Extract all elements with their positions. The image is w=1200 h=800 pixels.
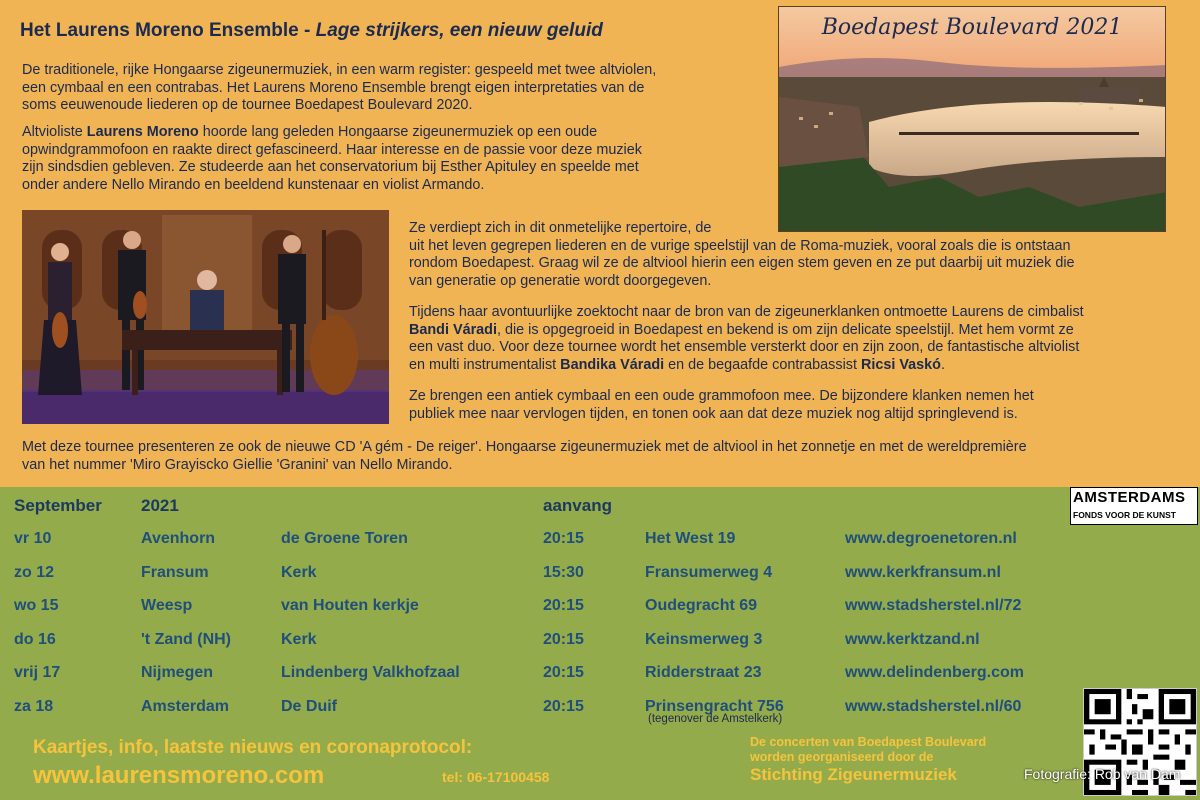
schedule-venue: Lindenberg Valkhofzaal <box>281 664 460 681</box>
schedule-url[interactable]: www.stadsherstel.nl/60 <box>845 697 1022 715</box>
antique-line: Ze brengen een antiek cymbaal en een oude grammofoon mee. De bijzondere klanken nemen het <box>409 388 1034 404</box>
ensemble-photo <box>22 210 389 424</box>
address-note: (tegenover de Amstelkerk) <box>648 713 783 725</box>
photo-caption: Boedapest Boulevard 2021 <box>821 15 1123 40</box>
bio-line: zijn sindsdien gebleven. Ze studeerde aan het conservatorium bij Esther Apituley en speelde met <box>22 159 639 176</box>
schedule-venue: de Groene Toren <box>281 530 408 547</box>
bio-text: hoorde lang geleden Hongaarse zigeunermuziek op een oude <box>198 124 598 140</box>
search-line: een vast duo. Voor deze tournee wordt het ensemble versterkt door en zijn zoon, de fantastische altviolist <box>409 339 1080 356</box>
search-text: en multi instrumentalist <box>409 356 561 373</box>
schedule-address: Ridderstraat 23 <box>645 664 762 681</box>
schedule-venue: Kerk <box>281 630 317 648</box>
schedule-address: Fransumerweg 4 <box>645 563 773 581</box>
bio-name: Laurens Moreno <box>86 124 199 140</box>
search-text: en de begaafde contrabassist <box>664 356 861 373</box>
organizer-note <box>750 735 986 765</box>
bio-text: Altvioliste <box>22 124 87 140</box>
intro-paragraph <box>22 62 762 115</box>
repertoire-line: van generatie op generatie wordt doorgegeven. <box>409 272 712 289</box>
schedule-day: vr 10 <box>14 530 52 547</box>
schedule-time: 20:15 <box>543 664 584 681</box>
cd-line: van het nummer 'Miro Grayiscko Giellie 'Granini' van Nello Mirando. <box>22 456 453 473</box>
repertoire-line: uit het leven gegrepen liederen en de vurige speelstijl van de Roma-muziek, vooral zoals die is ontstaan <box>409 237 1071 254</box>
page-title <box>20 20 603 42</box>
tickets-info: Kaartjes, info, laatste nieuws en coronaprotocol: <box>33 737 473 758</box>
schedule-address: Het West 19 <box>645 530 736 547</box>
schedule-city: Avenhorn <box>141 530 216 547</box>
schedule-day: wo 15 <box>14 597 59 614</box>
schedule-day: zo 12 <box>14 563 55 581</box>
repertoire-line: Ze verdiept zich in dit onmetelijke repertoire, de <box>409 220 712 236</box>
organizer-line: worden georganiseerd door de <box>750 750 934 764</box>
intro-line: een cymbaal en een contrabas. Het Laurens Moreno Ensemble brengt eigen interpretaties van de <box>22 79 645 96</box>
schedule-address: Prinsengracht 756 <box>645 697 784 715</box>
bio-line <box>22 124 762 142</box>
search-line <box>409 357 1199 375</box>
schedule-city: Fransum <box>141 563 209 581</box>
bio-paragraph <box>22 124 762 194</box>
schedule-day: za 18 <box>14 697 54 715</box>
schedule-year: 2021 <box>141 496 179 515</box>
phone-number[interactable]: tel: 06-17100458 <box>442 769 550 785</box>
schedule-time: 15:30 <box>543 563 584 581</box>
logo-line-2: FONDS VOOR DE KUNST <box>1073 510 1176 520</box>
cd-line: Met deze tournee presenteren ze ook de nieuwe CD 'A gém - De reiger'. Hongaarse zigeunermuziek met de altviool in het zonnetje en met de wereldpremière <box>22 439 1027 455</box>
name-bandika: Bandika Váradi <box>560 356 665 373</box>
schedule-time: 20:15 <box>543 597 584 614</box>
schedule-time: 20:15 <box>543 630 584 648</box>
bio-line: onder andere Nello Mirando en beeldend kunstenaar en violist Armando. <box>22 176 485 193</box>
schedule-time: 20:15 <box>543 697 584 715</box>
search-text: . <box>940 356 945 373</box>
name-bandi: Bandi Váradi <box>409 321 497 338</box>
schedule-venue: De Duif <box>281 697 337 715</box>
schedule-address: Oudegracht 69 <box>645 597 758 614</box>
schedule-city: Amsterdam <box>141 697 230 715</box>
intro-line: soms eeuwenoude liederen op de tournee Boedapest Boulevard 2020. <box>22 97 473 114</box>
schedule-url[interactable]: www.kerkfransum.nl <box>845 563 1001 581</box>
repertoire-line: rondom Boedapest. Graag wil ze de altviool hierin een eigen stem geven en ze put daarbij uit muziek die <box>409 255 1075 272</box>
antique-paragraph <box>409 388 1189 423</box>
name-ricsi: Ricsi Vaskó <box>860 356 941 373</box>
logo-line-1: AMSTERDAMS <box>1073 489 1186 506</box>
schedule-month: September <box>14 496 102 515</box>
search-line: Tijdens haar avontuurlijke zoektocht naar de bron van de zigeunerklanken ontmoette Laurens de cimbalist <box>409 304 1084 320</box>
organizer-name: Stichting Zigeunermuziek <box>750 765 957 784</box>
amsterdams-fonds-logo <box>1070 487 1198 525</box>
search-paragraph <box>409 304 1199 374</box>
schedule-time: 20:15 <box>543 530 584 547</box>
budapest-photo <box>778 6 1166 232</box>
title-subtitle: Lage strijkers, een nieuw geluid <box>315 20 603 41</box>
schedule-url[interactable]: www.kerktzand.nl <box>845 630 980 648</box>
photo-credit: Fotografie: Rob van Dam <box>1024 766 1181 782</box>
schedule-url[interactable]: www.degroenetoren.nl <box>845 530 1017 547</box>
schedule-city: 't Zand (NH) <box>141 630 232 648</box>
search-text: , die is opgegroeid in Boedapest en bekend is om zijn delicate speelstijl. Met hem vormt ze <box>496 321 1074 338</box>
schedule-day: do 16 <box>14 630 56 648</box>
website-link[interactable]: www.laurensmoreno.com <box>33 762 325 789</box>
intro-line: De traditionele, rijke Hongaarse zigeunermuziek, in een warm register: gespeeld met twee altviolen, <box>22 62 657 78</box>
schedule-city: Weesp <box>141 597 193 614</box>
schedule-url[interactable]: www.stadsherstel.nl/72 <box>845 597 1022 614</box>
bio-line: opwindgrammofoon en raakte direct gefascineerd. Haar interesse en de passie voor deze muziek <box>22 141 642 158</box>
schedule-url[interactable]: www.delindenberg.com <box>845 664 1024 681</box>
cd-paragraph <box>22 439 1192 474</box>
schedule-address: Keinsmerweg 3 <box>645 630 763 648</box>
schedule-city: Nijmegen <box>141 664 214 681</box>
schedule-start-label: aanvang <box>543 496 612 515</box>
title-main: Het Laurens Moreno Ensemble - <box>20 20 316 41</box>
schedule-day: vrij 17 <box>14 664 61 681</box>
schedule-venue: van Houten kerkje <box>281 597 419 614</box>
organizer-line: De concerten van Boedapest Boulevard <box>750 735 987 749</box>
schedule-venue: Kerk <box>281 563 317 581</box>
search-line <box>409 322 1199 340</box>
antique-line: publiek mee naar vervlogen tijden, en tonen ook aan dat deze muziek nog altijd springlevend is. <box>409 405 1018 422</box>
